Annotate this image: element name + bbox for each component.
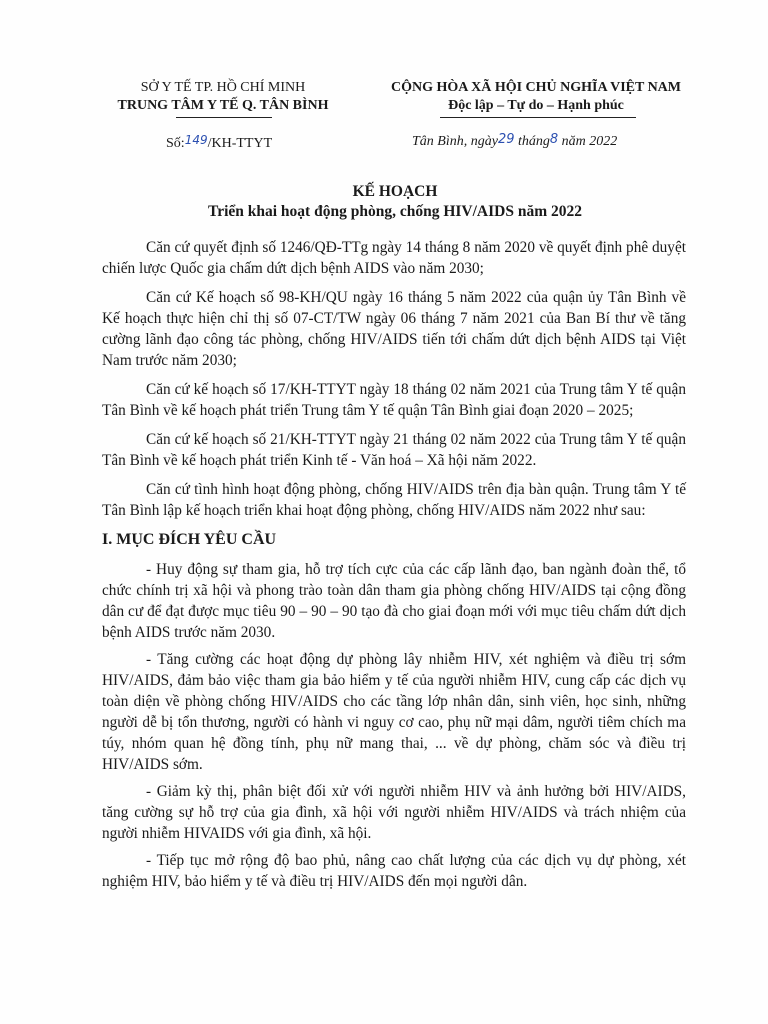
paragraph-legal-basis-4: Căn cứ kế hoạch số 21/KH-TTYT ngày 21 tháng 02 năm 2022 của Trung tâm Y tế quận Tân Bình về kế hoạch phát triển Kinh tế - Văn hoá – Xã hội năm 2022. [102,431,686,469]
list-item: - Tiếp tục mở rộng độ bao phủ, nâng cao chất lượng của các dịch vụ dự phòng, xét nghiệm HIV, bảo hiểm y tế và điều trị HIV/AIDS đến mọi người dân. [102,852,686,890]
paragraph-legal-basis-3: Căn cứ kế hoạch số 17/KH-TTYT ngày 18 tháng 02 năm 2021 của Trung tâm Y tế quận Tân Bình về kế hoạch phát triển Trung tâm Y tế quận Tân Bình giai đoạn 2020 – 2025; [102,381,686,419]
national-motto-block [356,79,716,115]
motto: Độc lập – Tự do – Hạnh phúc [448,98,624,113]
paragraph-legal-basis-1: Căn cứ quyết định số 1246/QĐ-TTg ngày 14 tháng 8 năm 2020 về quyết định phê duyệt chiến lược Quốc gia chấm dứt dịch bệnh AIDS vào năm 2030; [102,239,686,277]
document-body [102,237,686,898]
list-item: - Tăng cường các hoạt động dự phòng lây nhiễm HIV, xét nghiệm và điều trị sớm HIV/AIDS, đảm bảo việc tham gia bảo hiểm y tế của người nhiễm HIV, cung cấp các dịch vụ toàn diện về phòng chống HIV/AIDS cho các tầng lớp nhân dân, sinh viên, học sinh, những người dễ bị tổn thương, người có hành vi nguy cơ cao, phụ nữ mại dâm, người tiêm chích ma túy, nhóm quan hệ đồng tính, phụ nữ mang thai, ... về dự phòng, chăm sóc và điều trị HIV/AIDS sớm. [102,651,686,773]
country-name: CỘNG HÒA XÃ HỘI CHỦ NGHĨA VIỆT NAM [390,80,681,95]
list-item: - Huy động sự tham gia, hỗ trợ tích cực của các cấp lãnh đạo, ban ngành đoàn thể, tổ chức chính trị xã hội và phong trào toàn dân tham gia phòng chống HIV/AIDS tại cộng đồng dân cư để đạt được mục tiêu 90 – 90 – 90 tạo đà cho giai đoạn mới với mục tiêu chấm dứt dịch bệnh AIDS trước năm 2030. [102,561,686,641]
motto-underline [440,117,636,118]
handwritten-day: 29 [497,132,515,147]
list-item: - Giảm kỳ thị, phân biệt đối xử với người nhiễm HIV và ảnh hưởng bởi HIV/AIDS, tăng cường sự hỗ trợ của gia đình, xã hội với người nhiễm HIV/AIDS và trách nhiệm của người nhiễm HIVAIDS với gia đình, xã hội. [102,783,686,842]
handwritten-month: 8 [549,132,559,147]
document-number: Số:149/KH-TTYT [166,133,273,151]
issuer-block [100,79,346,115]
document-subtitle: Triển khai hoạt động phòng, chống HIV/AIDS năm 2022 [208,203,582,220]
section-heading: I. MỤC ĐÍCH YÊU CẦU [102,531,277,548]
issuer-department: SỞ Y TẾ TP. HỒ CHÍ MINH [140,80,306,95]
paragraph-intro: Căn cứ tình hình hoạt động phòng, chống HIV/AIDS trên địa bàn quận. Trung tâm Y tế Tân Bình lập kế hoạch triển khai hoạt động phòng, chống HIV/AIDS năm 2022 như sau: [102,481,686,519]
document-date: Tân Bình, ngày29 tháng8 năm 2022 [412,132,618,149]
paragraph-legal-basis-2: Căn cứ Kế hoạch số 98-KH/QU ngày 16 tháng 5 năm 2022 của quận ủy Tân Bình về Kế hoạch thực hiện chỉ thị số 07-CT/TW ngày 06 tháng 7 năm 2021 của Ban Bí thư về tăng cường lãnh đạo công tác phòng, chống HIV/AIDS tiến tới chấm dứt dịch bệnh AIDS tại Việt Nam trước năm 2030; [102,289,686,369]
issuer-underline [176,117,272,118]
issuer-center: TRUNG TÂM Y TẾ Q. TÂN BÌNH [117,98,329,113]
handwritten-number: 149 [184,133,208,147]
document-title: KẾ HOẠCH [352,183,438,200]
